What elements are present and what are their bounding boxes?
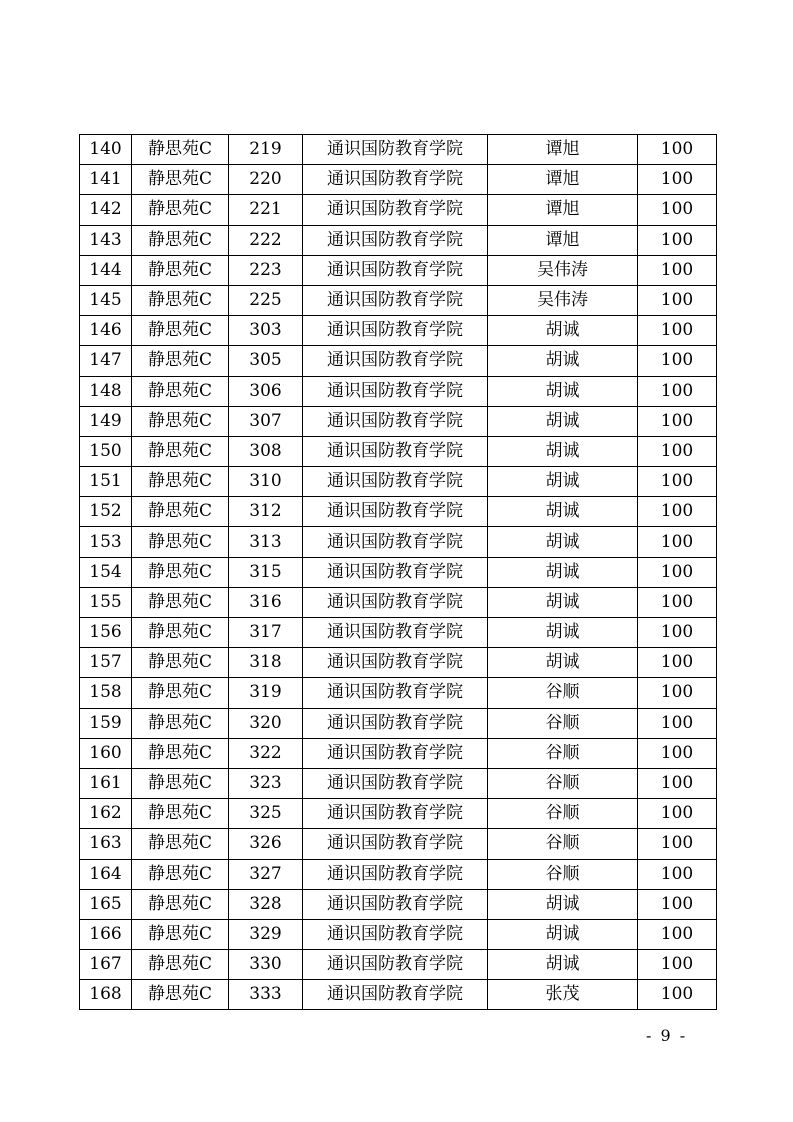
cell-college: 通识国防教育学院 — [303, 165, 488, 195]
cell-college: 通识国防教育学院 — [303, 255, 488, 285]
cell-number: 144 — [80, 255, 132, 285]
table-row — [80, 738, 717, 768]
cell-person: 谭旭 — [488, 225, 638, 255]
cell-room: 326 — [229, 829, 303, 859]
cell-building: 静思苑C — [132, 829, 229, 859]
cell-college: 通识国防教育学院 — [303, 919, 488, 949]
table-row — [80, 346, 717, 376]
cell-score: 100 — [638, 889, 717, 919]
cell-score: 100 — [638, 950, 717, 980]
cell-building: 静思苑C — [132, 618, 229, 648]
cell-number: 160 — [80, 738, 132, 768]
cell-building: 静思苑C — [132, 436, 229, 466]
cell-person: 胡诚 — [488, 557, 638, 587]
cell-college: 通识国防教育学院 — [303, 467, 488, 497]
cell-room: 307 — [229, 406, 303, 436]
table-row — [80, 587, 717, 617]
cell-person: 胡诚 — [488, 497, 638, 527]
cell-number: 145 — [80, 285, 132, 315]
cell-college: 通识国防教育学院 — [303, 889, 488, 919]
cell-room: 327 — [229, 859, 303, 889]
cell-person: 胡诚 — [488, 376, 638, 406]
cell-college: 通识国防教育学院 — [303, 316, 488, 346]
cell-score: 100 — [638, 829, 717, 859]
cell-room: 317 — [229, 618, 303, 648]
cell-room: 220 — [229, 165, 303, 195]
cell-number: 140 — [80, 135, 132, 165]
cell-building: 静思苑C — [132, 587, 229, 617]
cell-number: 151 — [80, 467, 132, 497]
table-row — [80, 980, 717, 1010]
cell-college: 通识国防教育学院 — [303, 768, 488, 798]
cell-person: 胡诚 — [488, 919, 638, 949]
cell-room: 329 — [229, 919, 303, 949]
cell-building: 静思苑C — [132, 859, 229, 889]
cell-number: 159 — [80, 708, 132, 738]
cell-college: 通识国防教育学院 — [303, 859, 488, 889]
cell-person: 胡诚 — [488, 436, 638, 466]
cell-college: 通识国防教育学院 — [303, 557, 488, 587]
cell-room: 306 — [229, 376, 303, 406]
table-row — [80, 678, 717, 708]
table-row — [80, 919, 717, 949]
cell-person: 胡诚 — [488, 346, 638, 376]
cell-score: 100 — [638, 255, 717, 285]
cell-number: 154 — [80, 557, 132, 587]
cell-building: 静思苑C — [132, 346, 229, 376]
cell-person: 胡诚 — [488, 889, 638, 919]
cell-room: 330 — [229, 950, 303, 980]
cell-building: 静思苑C — [132, 195, 229, 225]
cell-college: 通识国防教育学院 — [303, 587, 488, 617]
cell-building: 静思苑C — [132, 225, 229, 255]
table-row — [80, 527, 717, 557]
cell-person: 胡诚 — [488, 618, 638, 648]
cell-building: 静思苑C — [132, 557, 229, 587]
cell-room: 323 — [229, 768, 303, 798]
cell-college: 通识国防教育学院 — [303, 135, 488, 165]
cell-room: 222 — [229, 225, 303, 255]
cell-building: 静思苑C — [132, 255, 229, 285]
table-row — [80, 557, 717, 587]
cell-college: 通识国防教育学院 — [303, 708, 488, 738]
cell-person: 胡诚 — [488, 950, 638, 980]
cell-room: 219 — [229, 135, 303, 165]
table-row — [80, 829, 717, 859]
cell-number: 141 — [80, 165, 132, 195]
cell-score: 100 — [638, 376, 717, 406]
table-row — [80, 708, 717, 738]
cell-score: 100 — [638, 346, 717, 376]
cell-building: 静思苑C — [132, 497, 229, 527]
cell-number: 155 — [80, 587, 132, 617]
cell-score: 100 — [638, 316, 717, 346]
table-row — [80, 225, 717, 255]
cell-score: 100 — [638, 497, 717, 527]
cell-room: 312 — [229, 497, 303, 527]
table-row — [80, 195, 717, 225]
cell-building: 静思苑C — [132, 678, 229, 708]
cell-number: 161 — [80, 768, 132, 798]
table-row — [80, 285, 717, 315]
cell-building: 静思苑C — [132, 285, 229, 315]
cell-score: 100 — [638, 768, 717, 798]
cell-college: 通识国防教育学院 — [303, 678, 488, 708]
cell-room: 322 — [229, 738, 303, 768]
table-row — [80, 165, 717, 195]
cell-person: 谭旭 — [488, 135, 638, 165]
cell-number: 147 — [80, 346, 132, 376]
cell-score: 100 — [638, 799, 717, 829]
cell-college: 通识国防教育学院 — [303, 376, 488, 406]
cell-score: 100 — [638, 738, 717, 768]
cell-person: 胡诚 — [488, 467, 638, 497]
cell-score: 100 — [638, 557, 717, 587]
cell-college: 通识国防教育学院 — [303, 406, 488, 436]
cell-score: 100 — [638, 467, 717, 497]
cell-person: 胡诚 — [488, 587, 638, 617]
cell-score: 100 — [638, 165, 717, 195]
cell-room: 318 — [229, 648, 303, 678]
cell-score: 100 — [638, 648, 717, 678]
cell-person: 吴伟涛 — [488, 285, 638, 315]
cell-room: 325 — [229, 799, 303, 829]
cell-number: 168 — [80, 980, 132, 1010]
cell-number: 150 — [80, 436, 132, 466]
cell-number: 156 — [80, 618, 132, 648]
cell-number: 152 — [80, 497, 132, 527]
table-row — [80, 799, 717, 829]
cell-room: 319 — [229, 678, 303, 708]
cell-score: 100 — [638, 135, 717, 165]
cell-building: 静思苑C — [132, 467, 229, 497]
cell-college: 通识国防教育学院 — [303, 497, 488, 527]
cell-college: 通识国防教育学院 — [303, 738, 488, 768]
cell-room: 333 — [229, 980, 303, 1010]
cell-room: 223 — [229, 255, 303, 285]
cell-building: 静思苑C — [132, 165, 229, 195]
cell-building: 静思苑C — [132, 708, 229, 738]
cell-person: 谭旭 — [488, 195, 638, 225]
table-row — [80, 618, 717, 648]
table-row — [80, 859, 717, 889]
cell-number: 153 — [80, 527, 132, 557]
cell-score: 100 — [638, 919, 717, 949]
cell-college: 通识国防教育学院 — [303, 195, 488, 225]
cell-room: 313 — [229, 527, 303, 557]
cell-number: 146 — [80, 316, 132, 346]
cell-number: 163 — [80, 829, 132, 859]
cell-score: 100 — [638, 980, 717, 1010]
cell-score: 100 — [638, 406, 717, 436]
table-row — [80, 950, 717, 980]
table-row — [80, 316, 717, 346]
cell-person: 胡诚 — [488, 406, 638, 436]
cell-score: 100 — [638, 708, 717, 738]
cell-building: 静思苑C — [132, 950, 229, 980]
cell-room: 310 — [229, 467, 303, 497]
cell-number: 164 — [80, 859, 132, 889]
cell-person: 谭旭 — [488, 165, 638, 195]
table-row — [80, 376, 717, 406]
dormitory-score-table — [79, 134, 717, 1010]
cell-score: 100 — [638, 436, 717, 466]
table-body — [80, 135, 717, 1010]
table-row — [80, 497, 717, 527]
cell-person: 谷顺 — [488, 829, 638, 859]
cell-person: 谷顺 — [488, 708, 638, 738]
cell-score: 100 — [638, 285, 717, 315]
cell-room: 308 — [229, 436, 303, 466]
cell-person: 胡诚 — [488, 648, 638, 678]
cell-number: 157 — [80, 648, 132, 678]
cell-building: 静思苑C — [132, 889, 229, 919]
cell-college: 通识国防教育学院 — [303, 980, 488, 1010]
cell-number: 162 — [80, 799, 132, 829]
cell-building: 静思苑C — [132, 135, 229, 165]
cell-room: 221 — [229, 195, 303, 225]
cell-building: 静思苑C — [132, 406, 229, 436]
table-row — [80, 648, 717, 678]
cell-number: 143 — [80, 225, 132, 255]
cell-building: 静思苑C — [132, 980, 229, 1010]
cell-college: 通识国防教育学院 — [303, 225, 488, 255]
cell-college: 通识国防教育学院 — [303, 618, 488, 648]
cell-number: 149 — [80, 406, 132, 436]
cell-person: 张茂 — [488, 980, 638, 1010]
cell-room: 328 — [229, 889, 303, 919]
cell-room: 320 — [229, 708, 303, 738]
cell-college: 通识国防教育学院 — [303, 648, 488, 678]
cell-room: 225 — [229, 285, 303, 315]
cell-college: 通识国防教育学院 — [303, 799, 488, 829]
cell-room: 316 — [229, 587, 303, 617]
cell-college: 通识国防教育学院 — [303, 346, 488, 376]
cell-person: 胡诚 — [488, 316, 638, 346]
cell-person: 谷顺 — [488, 738, 638, 768]
cell-room: 303 — [229, 316, 303, 346]
cell-score: 100 — [638, 678, 717, 708]
cell-building: 静思苑C — [132, 738, 229, 768]
cell-building: 静思苑C — [132, 919, 229, 949]
cell-room: 315 — [229, 557, 303, 587]
cell-building: 静思苑C — [132, 648, 229, 678]
cell-college: 通识国防教育学院 — [303, 829, 488, 859]
table-row — [80, 768, 717, 798]
cell-person: 谷顺 — [488, 799, 638, 829]
cell-number: 148 — [80, 376, 132, 406]
cell-person: 吴伟涛 — [488, 255, 638, 285]
table-row — [80, 406, 717, 436]
table-row — [80, 889, 717, 919]
cell-number: 165 — [80, 889, 132, 919]
cell-building: 静思苑C — [132, 799, 229, 829]
cell-college: 通识国防教育学院 — [303, 285, 488, 315]
cell-score: 100 — [638, 225, 717, 255]
table-row — [80, 135, 717, 165]
cell-number: 167 — [80, 950, 132, 980]
cell-score: 100 — [638, 587, 717, 617]
cell-college: 通识国防教育学院 — [303, 436, 488, 466]
cell-score: 100 — [638, 618, 717, 648]
cell-score: 100 — [638, 195, 717, 225]
cell-number: 142 — [80, 195, 132, 225]
cell-person: 谷顺 — [488, 768, 638, 798]
cell-score: 100 — [638, 527, 717, 557]
cell-room: 305 — [229, 346, 303, 376]
cell-number: 166 — [80, 919, 132, 949]
cell-score: 100 — [638, 859, 717, 889]
table-row — [80, 255, 717, 285]
cell-number: 158 — [80, 678, 132, 708]
cell-building: 静思苑C — [132, 768, 229, 798]
cell-building: 静思苑C — [132, 527, 229, 557]
cell-college: 通识国防教育学院 — [303, 527, 488, 557]
cell-person: 谷顺 — [488, 859, 638, 889]
table-row — [80, 467, 717, 497]
cell-building: 静思苑C — [132, 316, 229, 346]
cell-college: 通识国防教育学院 — [303, 950, 488, 980]
table-row — [80, 436, 717, 466]
cell-person: 谷顺 — [488, 678, 638, 708]
page-number: - 9 - — [646, 1026, 688, 1045]
cell-building: 静思苑C — [132, 376, 229, 406]
cell-person: 胡诚 — [488, 527, 638, 557]
